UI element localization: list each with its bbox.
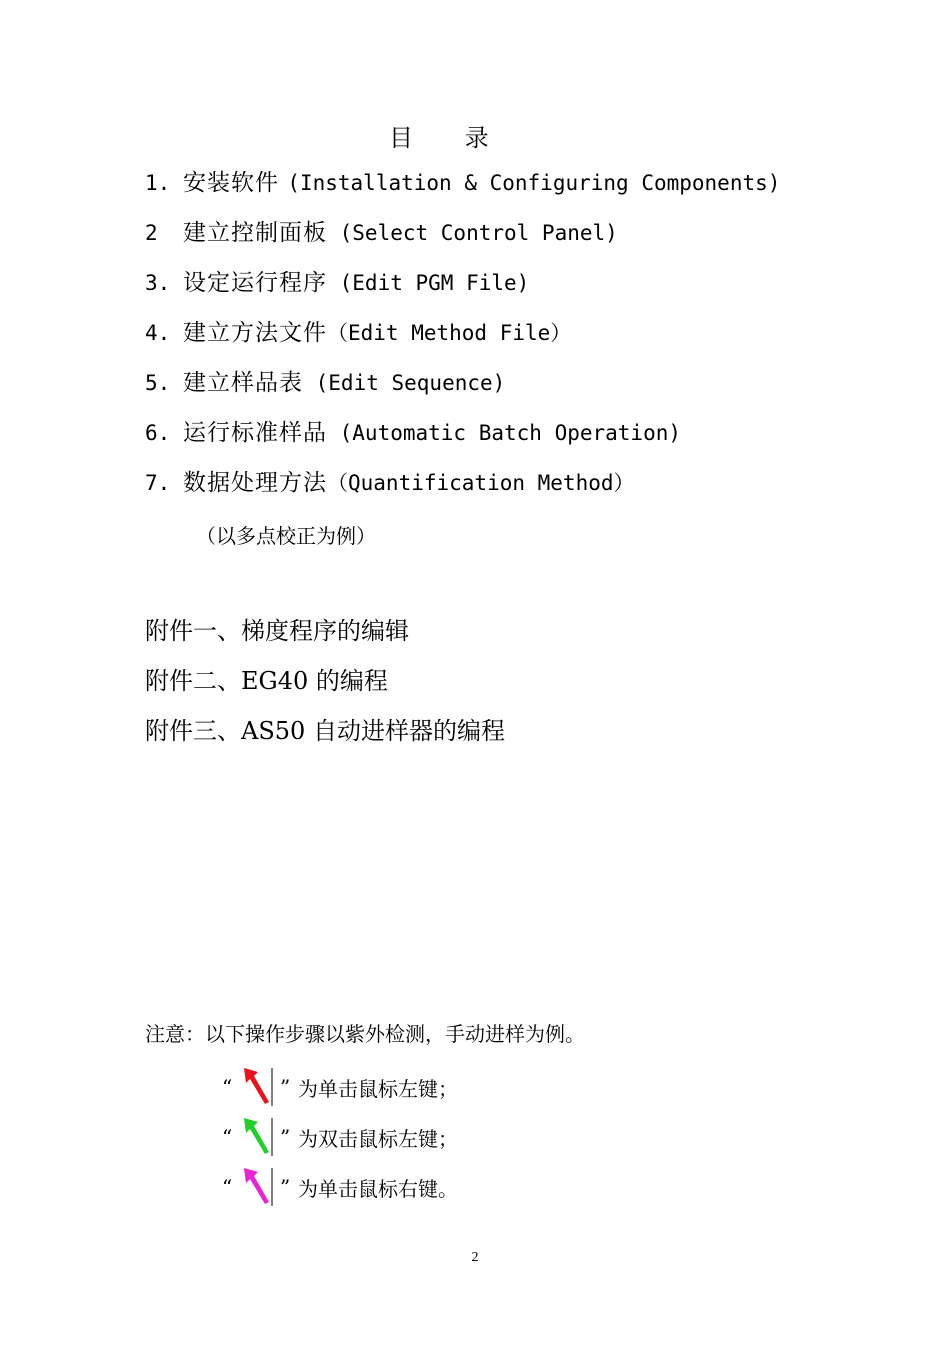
toc-item-cn: 运行标准样品	[183, 420, 327, 446]
toc-item-batch-operation	[145, 418, 780, 468]
legend-row-double-click	[222, 1112, 458, 1162]
red-cursor-arrow-icon	[242, 1066, 278, 1108]
toc-item-method-file	[145, 318, 780, 368]
toc-item-sequence	[145, 368, 780, 418]
toc-item-cn: 安装软件	[183, 170, 288, 196]
toc-item-en: （Edit Method File）	[327, 321, 572, 345]
green-cursor-arrow-icon	[242, 1116, 278, 1158]
legend-row-right-click	[222, 1162, 458, 1212]
toc-item-en: (Select Control Panel)	[327, 221, 618, 245]
toc-item-cn: 建立样品表	[183, 370, 303, 396]
toc-item-control-panel	[145, 218, 780, 268]
toc-item-number: 1.	[145, 171, 171, 195]
appendix-item-as50: 附件三、AS50 自动进样器的编程	[145, 717, 505, 745]
open-quote: “	[222, 1125, 233, 1149]
magenta-cursor-arrow-icon	[242, 1166, 278, 1208]
toc-item-pgm-file	[145, 268, 780, 318]
toc-item-en: (Automatic Batch Operation)	[327, 421, 682, 445]
toc-item-number: 5.	[145, 371, 171, 395]
toc-item-en: (Edit Sequence)	[303, 371, 506, 395]
legend-text: 为单击鼠标左键；	[298, 1076, 458, 1101]
toc-item-en: （Quantification Method）	[327, 471, 635, 495]
toc-title: 目 录	[389, 124, 511, 152]
toc-item-cn: 数据处理方法	[183, 470, 327, 496]
toc-item-number: 7.	[145, 471, 171, 495]
close-quote: ”	[280, 1075, 291, 1099]
toc-item-number: 2	[145, 221, 158, 245]
close-quote: ”	[280, 1175, 291, 1199]
toc-item-install	[145, 168, 780, 218]
toc-item-number: 3.	[145, 271, 171, 295]
toc-note: （以多点校正为例）	[196, 524, 376, 548]
appendix-item-gradient: 附件一、梯度程序的编辑	[145, 617, 409, 645]
toc-item-number: 4.	[145, 321, 171, 345]
toc-item-cn: 建立控制面板	[183, 220, 327, 246]
page-number: 2	[471, 1250, 479, 1265]
appendix-item-eg40: 附件二、EG40 的编程	[145, 667, 388, 695]
legend-row-left-click	[222, 1062, 458, 1112]
mouse-legend	[222, 1062, 458, 1212]
toc-item-quantification	[145, 468, 780, 518]
legend-text: 为单击鼠标右键。	[298, 1176, 458, 1201]
toc-item-number: 6.	[145, 421, 171, 445]
toc-list	[145, 168, 780, 518]
toc-item-cn: 设定运行程序	[183, 270, 327, 296]
close-quote: ”	[280, 1125, 291, 1149]
open-quote: “	[222, 1075, 233, 1099]
toc-item-en: (Installation & Configuring Components)	[287, 171, 781, 195]
appendix-list	[145, 615, 505, 765]
notice-text: 注意：以下操作步骤以紫外检测，手动进样为例。	[145, 1022, 585, 1046]
toc-item-en: (Edit PGM File)	[327, 271, 530, 295]
legend-text: 为双击鼠标左键；	[298, 1126, 458, 1151]
open-quote: “	[222, 1175, 233, 1199]
toc-item-cn: 建立方法文件	[183, 320, 327, 346]
